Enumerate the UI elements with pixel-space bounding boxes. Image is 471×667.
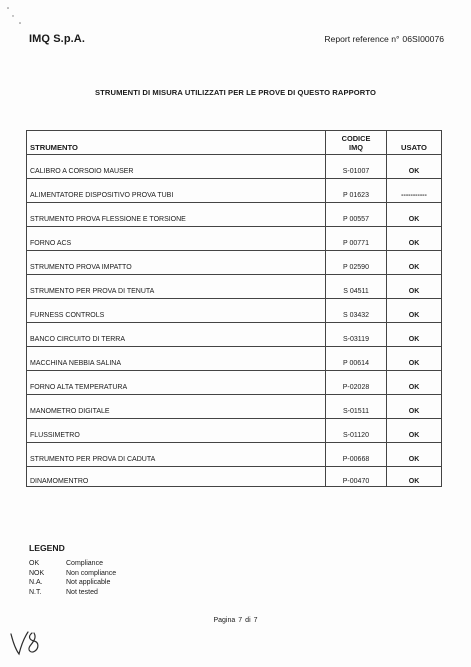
code-cell: S-03119 xyxy=(326,323,387,347)
company-name: IMQ S.p.A. xyxy=(29,33,85,45)
code-cell: S-01120 xyxy=(326,419,387,443)
instrument-cell: MANOMETRO DIGITALE xyxy=(27,395,326,419)
table-row xyxy=(27,371,442,395)
table-row xyxy=(27,155,442,179)
legend-code: NOK xyxy=(29,569,45,577)
report-reference-label: Report reference n° xyxy=(324,34,400,44)
used-cell: OK xyxy=(387,323,442,347)
instrument-cell: STRUMENTO PER PROVA DI CADUTA xyxy=(27,443,326,467)
header-instrument: STRUMENTO xyxy=(27,131,326,155)
code-cell: S-01007 xyxy=(326,155,387,179)
used-cell: OK xyxy=(387,371,442,395)
used-cell: OK xyxy=(387,419,442,443)
instrument-cell: FURNESS CONTROLS xyxy=(27,299,326,323)
header-code-line1: CODICE xyxy=(341,134,371,143)
code-cell: S 03432 xyxy=(326,299,387,323)
instrument-cell: CALIBRO A CORSOIO MAUSER xyxy=(27,155,326,179)
code-cell: P 02590 xyxy=(326,251,387,275)
legend-item xyxy=(29,569,116,579)
legend-item xyxy=(29,559,116,569)
handwritten-initials-icon xyxy=(8,628,44,658)
page-of: di xyxy=(245,617,251,624)
report-reference-number: 06SI00076 xyxy=(402,34,444,44)
code-cell: P-00668 xyxy=(326,443,387,467)
table-row xyxy=(27,467,442,487)
legend-item xyxy=(29,578,116,588)
table-row xyxy=(27,227,442,251)
code-cell: P 00557 xyxy=(326,203,387,227)
used-cell: OK xyxy=(387,155,442,179)
table-row xyxy=(27,179,442,203)
code-cell: S-01511 xyxy=(326,395,387,419)
used-cell: OK xyxy=(387,275,442,299)
table-header-row xyxy=(27,131,442,155)
used-cell: OK xyxy=(387,203,442,227)
legend-meaning: Not tested xyxy=(66,588,98,596)
used-cell: OK xyxy=(387,347,442,371)
page-total: 7 xyxy=(253,617,258,624)
instrument-cell: FORNO ACS xyxy=(27,227,326,251)
instrument-cell: ALIMENTATORE DISPOSITIVO PROVA TUBI xyxy=(27,179,326,203)
code-cell: P-00470 xyxy=(326,467,387,487)
instrument-cell: MACCHINA NEBBIA SALINA xyxy=(27,347,326,371)
instrument-cell: BANCO CIRCUITO DI TERRA xyxy=(27,323,326,347)
table-row xyxy=(27,395,442,419)
page-title: STRUMENTI DI MISURA UTILIZZATI PER LE PROVE DI QUESTO RAPPORTO xyxy=(95,88,376,97)
instrument-cell: STRUMENTO PER PROVA DI TENUTA xyxy=(27,275,326,299)
header-code-line2: IMQ xyxy=(349,143,363,152)
legend xyxy=(29,543,116,597)
table-row xyxy=(27,275,442,299)
legend-code: N.A. xyxy=(29,579,43,586)
instrument-cell: DINAMOMENTRO xyxy=(27,467,326,487)
instrument-cell: STRUMENTO PROVA IMPATTO xyxy=(27,251,326,275)
table-row xyxy=(27,323,442,347)
used-cell: OK xyxy=(387,395,442,419)
used-cell: OK xyxy=(387,467,442,487)
legend-meaning: Not applicable xyxy=(66,579,111,586)
legend-item xyxy=(29,588,116,598)
instruments-table xyxy=(26,130,442,487)
header-used: USATO xyxy=(387,131,442,155)
code-cell: P-02028 xyxy=(326,371,387,395)
page-current: 7 xyxy=(238,617,243,624)
legend-meaning: Non compliance xyxy=(66,569,117,577)
code-cell: P 01623 xyxy=(326,179,387,203)
instrument-cell: FORNO ALTA TEMPERATURA xyxy=(27,371,326,395)
legend-title: LEGEND xyxy=(29,543,65,553)
table-row xyxy=(27,203,442,227)
table-row xyxy=(27,443,442,467)
table-row xyxy=(27,299,442,323)
code-cell: P 00614 xyxy=(326,347,387,371)
corner-mark-icon xyxy=(4,4,24,26)
table-row xyxy=(27,419,442,443)
legend-code: OK xyxy=(29,560,40,567)
header-code xyxy=(326,131,387,155)
used-cell: OK xyxy=(387,299,442,323)
report-reference xyxy=(324,34,444,44)
page-label: Pagina xyxy=(213,617,236,624)
used-cell: OK xyxy=(387,251,442,275)
legend-code: N.T. xyxy=(29,588,42,596)
table-row xyxy=(27,347,442,371)
page-number xyxy=(0,617,471,624)
used-cell: OK xyxy=(387,443,442,467)
code-cell: P 00771 xyxy=(326,227,387,251)
table-row xyxy=(27,251,442,275)
used-cell: OK xyxy=(387,227,442,251)
code-cell: S 04511 xyxy=(326,275,387,299)
used-cell: ----------- xyxy=(387,179,442,203)
instrument-cell: STRUMENTO PROVA FLESSIONE E TORSIONE xyxy=(27,203,326,227)
legend-meaning: Compliance xyxy=(66,560,103,567)
instrument-cell: FLUSSIMETRO xyxy=(27,419,326,443)
